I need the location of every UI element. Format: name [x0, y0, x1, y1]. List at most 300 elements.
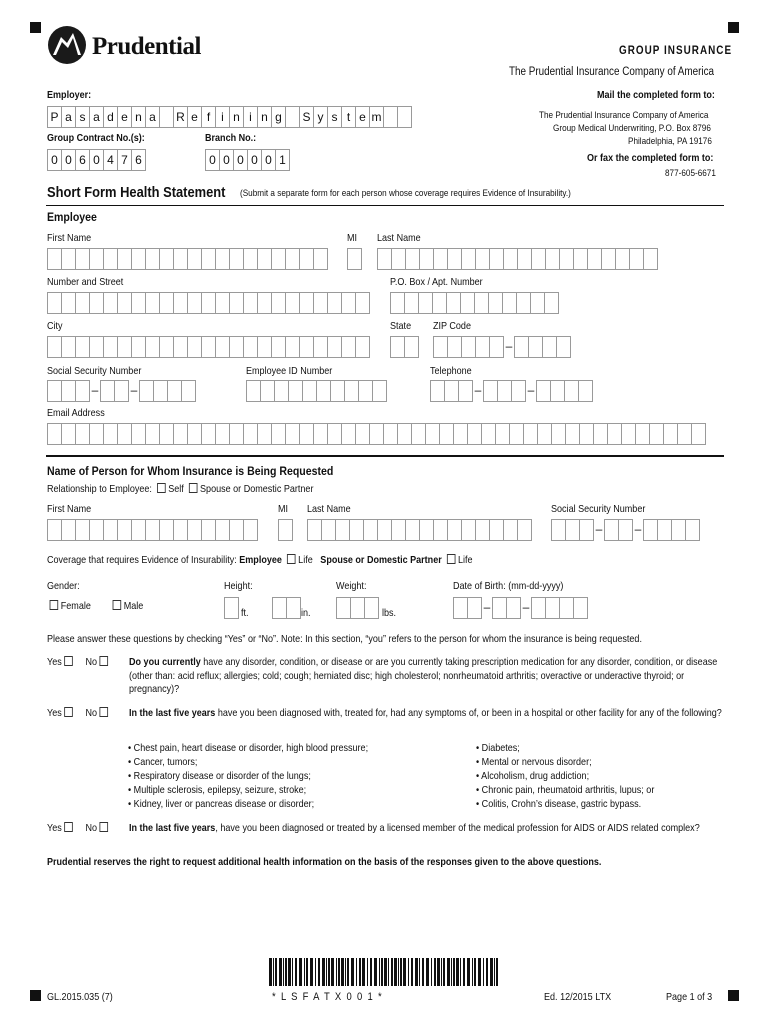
- char-box[interactable]: [621, 423, 635, 445]
- char-box[interactable]: [439, 423, 453, 445]
- char-box[interactable]: [551, 519, 565, 541]
- char-box[interactable]: [117, 336, 131, 358]
- employee-last-name-field[interactable]: [377, 248, 658, 270]
- char-box[interactable]: [272, 597, 286, 619]
- char-box[interactable]: [341, 292, 355, 314]
- char-box[interactable]: s: [75, 106, 89, 128]
- char-box[interactable]: 6: [131, 149, 146, 171]
- char-box[interactable]: y: [313, 106, 327, 128]
- female-checkbox[interactable]: [50, 600, 59, 610]
- char-box[interactable]: [481, 423, 495, 445]
- char-box[interactable]: [404, 292, 418, 314]
- char-box[interactable]: [307, 519, 321, 541]
- char-box[interactable]: [336, 597, 350, 619]
- char-box[interactable]: [405, 519, 419, 541]
- char-box[interactable]: [246, 380, 260, 402]
- char-box[interactable]: 4: [103, 149, 117, 171]
- char-box[interactable]: [75, 292, 89, 314]
- self-checkbox[interactable]: [157, 483, 166, 493]
- char-box[interactable]: [61, 519, 75, 541]
- char-box[interactable]: a: [89, 106, 103, 128]
- char-box[interactable]: 0: [261, 149, 275, 171]
- char-box[interactable]: g: [271, 106, 285, 128]
- char-box[interactable]: e: [187, 106, 201, 128]
- char-box[interactable]: [173, 248, 187, 270]
- char-box[interactable]: [536, 380, 550, 402]
- char-box[interactable]: [516, 292, 530, 314]
- spouse-life-checkbox[interactable]: [447, 554, 456, 564]
- char-box[interactable]: [114, 380, 129, 402]
- char-box[interactable]: [243, 248, 257, 270]
- char-box[interactable]: [47, 519, 61, 541]
- char-box[interactable]: [685, 519, 700, 541]
- char-box[interactable]: [229, 248, 243, 270]
- char-box[interactable]: [117, 248, 131, 270]
- char-box[interactable]: [593, 423, 607, 445]
- char-box[interactable]: [167, 380, 181, 402]
- char-box[interactable]: [377, 248, 391, 270]
- char-box[interactable]: [564, 380, 578, 402]
- char-box[interactable]: [467, 423, 481, 445]
- male-checkbox[interactable]: [113, 600, 122, 610]
- char-box[interactable]: [411, 423, 425, 445]
- char-box[interactable]: [103, 248, 117, 270]
- char-box[interactable]: [383, 423, 397, 445]
- group-contract-field[interactable]: [47, 149, 146, 171]
- char-box[interactable]: [467, 597, 482, 619]
- char-box[interactable]: [432, 292, 446, 314]
- char-box[interactable]: [458, 380, 473, 402]
- char-box[interactable]: [573, 597, 588, 619]
- char-box[interactable]: [475, 519, 489, 541]
- char-box[interactable]: n: [131, 106, 145, 128]
- char-box[interactable]: [145, 292, 159, 314]
- char-box[interactable]: [286, 597, 301, 619]
- char-box[interactable]: [453, 423, 467, 445]
- char-box[interactable]: [503, 248, 517, 270]
- char-box[interactable]: [489, 336, 504, 358]
- char-box[interactable]: [349, 519, 363, 541]
- char-box[interactable]: [397, 423, 411, 445]
- char-box[interactable]: [489, 519, 503, 541]
- char-box[interactable]: [271, 248, 285, 270]
- char-box[interactable]: [243, 292, 257, 314]
- q2-yes-checkbox[interactable]: [64, 707, 73, 717]
- char-box[interactable]: [545, 248, 559, 270]
- char-box[interactable]: [542, 336, 556, 358]
- q2-no-checkbox[interactable]: [100, 707, 109, 717]
- spouse-checkbox[interactable]: [189, 483, 198, 493]
- char-box[interactable]: [447, 336, 461, 358]
- char-box[interactable]: [677, 423, 691, 445]
- char-box[interactable]: R: [173, 106, 187, 128]
- weight-field[interactable]: [336, 597, 379, 619]
- char-box[interactable]: [453, 597, 467, 619]
- char-box[interactable]: [61, 423, 75, 445]
- employer-field[interactable]: [47, 106, 412, 128]
- char-box[interactable]: [559, 248, 573, 270]
- char-box[interactable]: [433, 336, 447, 358]
- char-box[interactable]: [509, 423, 523, 445]
- char-box[interactable]: [321, 519, 335, 541]
- char-box[interactable]: [159, 292, 173, 314]
- char-box[interactable]: S: [299, 106, 313, 128]
- char-box[interactable]: [89, 423, 103, 445]
- height-ft-field[interactable]: [224, 597, 239, 619]
- char-box[interactable]: [419, 248, 433, 270]
- char-box[interactable]: [47, 292, 61, 314]
- char-box[interactable]: [61, 248, 75, 270]
- char-box[interactable]: [607, 423, 621, 445]
- char-box[interactable]: [131, 292, 145, 314]
- person-last-name-field[interactable]: [307, 519, 532, 541]
- char-box[interactable]: [502, 292, 516, 314]
- char-box[interactable]: [629, 248, 643, 270]
- char-box[interactable]: 0: [47, 149, 61, 171]
- person-ssn-field[interactable]: [551, 519, 700, 541]
- char-box[interactable]: [503, 519, 517, 541]
- char-box[interactable]: [285, 106, 299, 128]
- char-box[interactable]: [474, 292, 488, 314]
- height-in-field[interactable]: [272, 597, 301, 619]
- char-box[interactable]: [75, 380, 90, 402]
- char-box[interactable]: [313, 292, 327, 314]
- char-box[interactable]: [224, 597, 239, 619]
- char-box[interactable]: [425, 423, 439, 445]
- char-box[interactable]: n: [229, 106, 243, 128]
- char-box[interactable]: [461, 248, 475, 270]
- char-box[interactable]: a: [61, 106, 75, 128]
- char-box[interactable]: [313, 423, 327, 445]
- char-box[interactable]: [257, 248, 271, 270]
- char-box[interactable]: [75, 248, 89, 270]
- char-box[interactable]: [159, 106, 173, 128]
- char-box[interactable]: [117, 292, 131, 314]
- char-box[interactable]: [285, 423, 299, 445]
- char-box[interactable]: [229, 336, 243, 358]
- employee-street-field[interactable]: [47, 292, 370, 314]
- char-box[interactable]: [145, 519, 159, 541]
- employee-first-name-field[interactable]: [47, 248, 328, 270]
- char-box[interactable]: [461, 519, 475, 541]
- char-box[interactable]: [506, 597, 521, 619]
- char-box[interactable]: [215, 292, 229, 314]
- char-box[interactable]: [131, 423, 145, 445]
- char-box[interactable]: [344, 380, 358, 402]
- char-box[interactable]: [47, 423, 61, 445]
- char-box[interactable]: [131, 519, 145, 541]
- char-box[interactable]: [446, 292, 460, 314]
- char-box[interactable]: [299, 248, 313, 270]
- char-box[interactable]: P: [47, 106, 61, 128]
- char-box[interactable]: 0: [61, 149, 75, 171]
- char-box[interactable]: [559, 597, 573, 619]
- char-box[interactable]: [187, 292, 201, 314]
- char-box[interactable]: [89, 292, 103, 314]
- char-box[interactable]: [181, 380, 196, 402]
- char-box[interactable]: [475, 336, 489, 358]
- char-box[interactable]: [447, 248, 461, 270]
- char-box[interactable]: 0: [219, 149, 233, 171]
- char-box[interactable]: [173, 336, 187, 358]
- char-box[interactable]: [579, 423, 593, 445]
- char-box[interactable]: [159, 519, 173, 541]
- char-box[interactable]: [350, 597, 364, 619]
- char-box[interactable]: [159, 423, 173, 445]
- char-box[interactable]: [299, 336, 313, 358]
- char-box[interactable]: [271, 423, 285, 445]
- char-box[interactable]: t: [341, 106, 355, 128]
- char-box[interactable]: [643, 519, 657, 541]
- char-box[interactable]: [187, 423, 201, 445]
- char-box[interactable]: [511, 380, 526, 402]
- char-box[interactable]: [419, 519, 433, 541]
- char-box[interactable]: [364, 597, 379, 619]
- char-box[interactable]: [215, 519, 229, 541]
- char-box[interactable]: [302, 380, 316, 402]
- char-box[interactable]: [75, 423, 89, 445]
- char-box[interactable]: [635, 423, 649, 445]
- char-box[interactable]: [229, 423, 243, 445]
- char-box[interactable]: [390, 292, 404, 314]
- char-box[interactable]: 1: [275, 149, 290, 171]
- char-box[interactable]: [285, 336, 299, 358]
- char-box[interactable]: [201, 248, 215, 270]
- char-box[interactable]: [347, 248, 362, 270]
- char-box[interactable]: [229, 292, 243, 314]
- char-box[interactable]: [418, 292, 432, 314]
- char-box[interactable]: [430, 380, 444, 402]
- char-box[interactable]: [243, 519, 258, 541]
- char-box[interactable]: [488, 292, 502, 314]
- char-box[interactable]: [372, 380, 387, 402]
- char-box[interactable]: [103, 423, 117, 445]
- char-box[interactable]: [587, 248, 601, 270]
- char-box[interactable]: [215, 336, 229, 358]
- char-box[interactable]: [61, 380, 75, 402]
- char-box[interactable]: [663, 423, 677, 445]
- char-box[interactable]: [117, 519, 131, 541]
- char-box[interactable]: 0: [247, 149, 261, 171]
- char-box[interactable]: n: [257, 106, 271, 128]
- char-box[interactable]: [243, 336, 257, 358]
- char-box[interactable]: [531, 597, 545, 619]
- char-box[interactable]: [131, 336, 145, 358]
- char-box[interactable]: [257, 336, 271, 358]
- employee-mi-field[interactable]: [347, 248, 362, 270]
- char-box[interactable]: [313, 336, 327, 358]
- char-box[interactable]: [201, 292, 215, 314]
- char-box[interactable]: [404, 336, 419, 358]
- char-box[interactable]: [601, 248, 615, 270]
- char-box[interactable]: [260, 380, 274, 402]
- char-box[interactable]: [187, 248, 201, 270]
- char-box[interactable]: [215, 248, 229, 270]
- char-box[interactable]: [556, 336, 571, 358]
- char-box[interactable]: [671, 519, 685, 541]
- char-box[interactable]: [483, 380, 497, 402]
- char-box[interactable]: [299, 292, 313, 314]
- char-box[interactable]: [159, 336, 173, 358]
- employee-telephone-field[interactable]: [430, 380, 593, 402]
- person-mi-field[interactable]: [278, 519, 293, 541]
- char-box[interactable]: [691, 423, 706, 445]
- char-box[interactable]: [649, 423, 663, 445]
- char-box[interactable]: [433, 519, 447, 541]
- char-box[interactable]: [461, 336, 475, 358]
- char-box[interactable]: [544, 292, 559, 314]
- char-box[interactable]: [330, 380, 344, 402]
- char-box[interactable]: [579, 519, 594, 541]
- employee-pobox-field[interactable]: [390, 292, 559, 314]
- char-box[interactable]: 0: [89, 149, 103, 171]
- person-first-name-field[interactable]: [47, 519, 258, 541]
- char-box[interactable]: [460, 292, 474, 314]
- char-box[interactable]: [565, 423, 579, 445]
- char-box[interactable]: [657, 519, 671, 541]
- char-box[interactable]: e: [355, 106, 369, 128]
- char-box[interactable]: [489, 248, 503, 270]
- char-box[interactable]: 6: [75, 149, 89, 171]
- char-box[interactable]: [313, 248, 328, 270]
- char-box[interactable]: [285, 248, 299, 270]
- char-box[interactable]: [615, 248, 629, 270]
- char-box[interactable]: [383, 106, 397, 128]
- char-box[interactable]: [537, 423, 551, 445]
- char-box[interactable]: [355, 292, 370, 314]
- char-box[interactable]: [497, 380, 511, 402]
- char-box[interactable]: [523, 423, 537, 445]
- char-box[interactable]: [257, 423, 271, 445]
- char-box[interactable]: s: [327, 106, 341, 128]
- char-box[interactable]: m: [369, 106, 383, 128]
- char-box[interactable]: [173, 423, 187, 445]
- char-box[interactable]: [391, 519, 405, 541]
- employee-email-field[interactable]: [47, 423, 706, 445]
- char-box[interactable]: [565, 519, 579, 541]
- char-box[interactable]: [187, 519, 201, 541]
- char-box[interactable]: [187, 336, 201, 358]
- char-box[interactable]: i: [215, 106, 229, 128]
- char-box[interactable]: [397, 106, 412, 128]
- char-box[interactable]: [89, 336, 103, 358]
- char-box[interactable]: f: [201, 106, 215, 128]
- char-box[interactable]: [201, 519, 215, 541]
- char-box[interactable]: [103, 336, 117, 358]
- char-box[interactable]: [117, 423, 131, 445]
- char-box[interactable]: [327, 336, 341, 358]
- char-box[interactable]: 7: [117, 149, 131, 171]
- char-box[interactable]: [215, 423, 229, 445]
- q1-yes-checkbox[interactable]: [64, 656, 73, 666]
- char-box[interactable]: a: [145, 106, 159, 128]
- char-box[interactable]: [545, 597, 559, 619]
- char-box[interactable]: [145, 336, 159, 358]
- char-box[interactable]: [131, 248, 145, 270]
- employee-ssn-field[interactable]: [47, 380, 196, 402]
- char-box[interactable]: [517, 248, 531, 270]
- char-box[interactable]: [514, 336, 528, 358]
- char-box[interactable]: [618, 519, 633, 541]
- char-box[interactable]: [528, 336, 542, 358]
- char-box[interactable]: [139, 380, 153, 402]
- char-box[interactable]: [103, 292, 117, 314]
- char-box[interactable]: [316, 380, 330, 402]
- char-box[interactable]: [89, 248, 103, 270]
- branch-field[interactable]: [205, 149, 290, 171]
- char-box[interactable]: [377, 519, 391, 541]
- char-box[interactable]: [390, 336, 404, 358]
- char-box[interactable]: [530, 292, 544, 314]
- q3-yes-checkbox[interactable]: [64, 822, 73, 832]
- char-box[interactable]: [531, 248, 545, 270]
- char-box[interactable]: [75, 336, 89, 358]
- char-box[interactable]: [444, 380, 458, 402]
- char-box[interactable]: [100, 380, 114, 402]
- char-box[interactable]: [47, 336, 61, 358]
- employee-state-field[interactable]: [390, 336, 419, 358]
- char-box[interactable]: [492, 597, 506, 619]
- char-box[interactable]: [145, 248, 159, 270]
- char-box[interactable]: [285, 292, 299, 314]
- char-box[interactable]: [327, 423, 341, 445]
- char-box[interactable]: [271, 336, 285, 358]
- char-box[interactable]: [405, 248, 419, 270]
- employee-city-field[interactable]: [47, 336, 370, 358]
- char-box[interactable]: [335, 519, 349, 541]
- q3-no-checkbox[interactable]: [100, 822, 109, 832]
- char-box[interactable]: [604, 519, 618, 541]
- char-box[interactable]: [47, 380, 61, 402]
- char-box[interactable]: [391, 248, 405, 270]
- dob-field[interactable]: [453, 597, 588, 619]
- char-box[interactable]: [145, 423, 159, 445]
- char-box[interactable]: [475, 248, 489, 270]
- char-box[interactable]: [341, 336, 355, 358]
- char-box[interactable]: [363, 519, 377, 541]
- employee-id-field[interactable]: [246, 380, 387, 402]
- char-box[interactable]: [201, 336, 215, 358]
- char-box[interactable]: [159, 248, 173, 270]
- char-box[interactable]: [75, 519, 89, 541]
- char-box[interactable]: [578, 380, 593, 402]
- char-box[interactable]: e: [117, 106, 131, 128]
- char-box[interactable]: [447, 519, 461, 541]
- char-box[interactable]: [173, 292, 187, 314]
- char-box[interactable]: [229, 519, 243, 541]
- char-box[interactable]: [327, 292, 341, 314]
- char-box[interactable]: [517, 519, 532, 541]
- char-box[interactable]: [257, 292, 271, 314]
- char-box[interactable]: [369, 423, 383, 445]
- char-box[interactable]: [61, 292, 75, 314]
- char-box[interactable]: [433, 248, 447, 270]
- char-box[interactable]: [358, 380, 372, 402]
- char-box[interactable]: [278, 519, 293, 541]
- char-box[interactable]: [243, 423, 257, 445]
- char-box[interactable]: [355, 423, 369, 445]
- employee-zip-field[interactable]: [433, 336, 571, 358]
- char-box[interactable]: [550, 380, 564, 402]
- char-box[interactable]: [153, 380, 167, 402]
- char-box[interactable]: [551, 423, 565, 445]
- char-box[interactable]: 0: [205, 149, 219, 171]
- char-box[interactable]: [299, 423, 313, 445]
- char-box[interactable]: [355, 336, 370, 358]
- char-box[interactable]: d: [103, 106, 117, 128]
- char-box[interactable]: [643, 248, 658, 270]
- char-box[interactable]: 0: [233, 149, 247, 171]
